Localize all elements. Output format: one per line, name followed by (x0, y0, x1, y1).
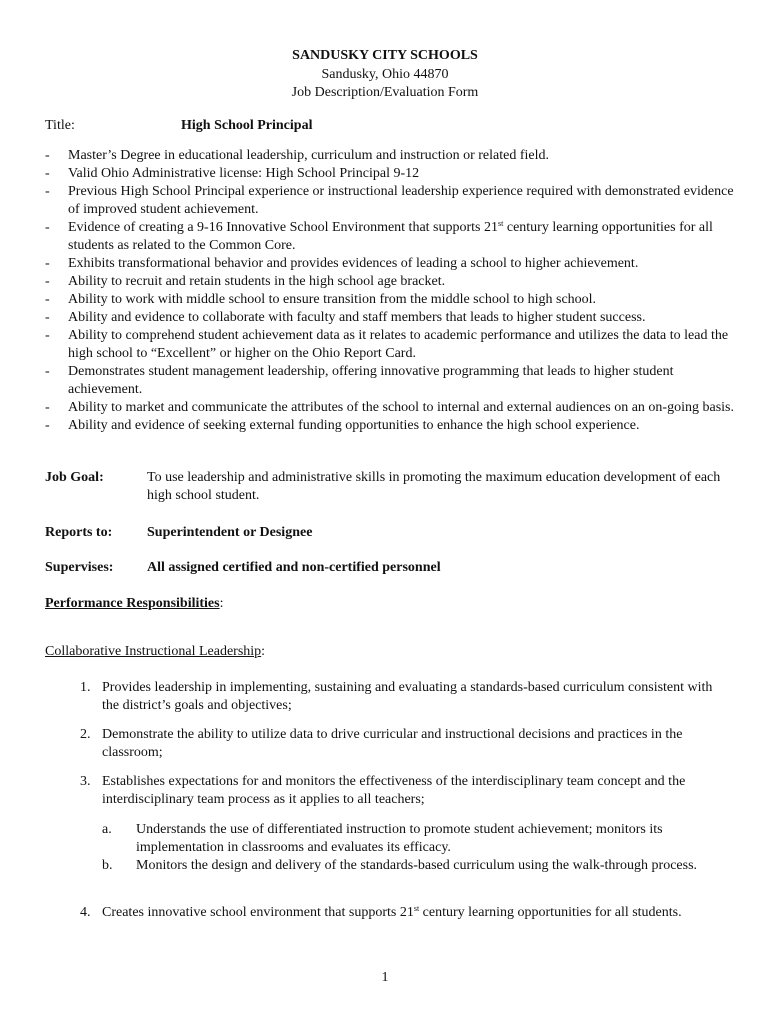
sub-item: b. Monitors the design and delivery of the standards-based curriculum using the walk-through process. (102, 858, 698, 873)
performance-heading: Performance Responsibilities: (45, 596, 224, 611)
job-title: High School Principal (181, 118, 313, 133)
organization-name: SANDUSKY CITY SCHOOLS (292, 48, 478, 63)
qualifications-list (45, 147, 735, 435)
sub-item-list (102, 821, 702, 875)
organization-address: Sandusky, Ohio 44870 (321, 66, 449, 82)
section-heading: Collaborative Instructional Leadership: (45, 644, 266, 659)
qualification-item: - Ability to market and communicate the attributes of the school to internal and external audiences on an on-going basis. (45, 400, 734, 415)
qualification-item: - Demonstrates student management leadership, offering innovative programming that leads to higher student achievement. (45, 364, 674, 397)
responsibility-item: 2. Demonstrate the ability to utilize data to drive curricular and instructional decisions and practices in the classroom; (80, 727, 683, 760)
qualification-item: - Ability to recruit and retain students in the high school age bracket. (45, 274, 446, 289)
responsibility-item: 3. Establishes expectations for and monitors the effectiveness of the interdisciplinary team concept and the interdisciplinary team process as it applies to all teachers; (80, 774, 686, 807)
qualification-item: - Exhibits transformational behavior and provides evidences of leading a school to higher achievement. (45, 256, 639, 271)
qualification-item: - Ability to comprehend student achievement data as it relates to academic performance and utilizes the data to lead the high school to “Excellent” or higher on the Ohio Report Card. (45, 328, 729, 361)
qualification-item: - Ability and evidence of seeking external funding opportunities to enhance the high school experience. (45, 418, 640, 433)
title-label: Title: (45, 118, 75, 133)
reports-to-label: Reports to: (45, 525, 113, 540)
sub-item: a. Understands the use of differentiated instruction to promote student achievement; monitors its implementation in classrooms and evaluates its efficacy. (102, 822, 663, 855)
qualification-item: - Evidence of creating a 9-16 Innovative School Environment that supports 21st century learning opportunities for all students as related to the Common Core. (45, 219, 713, 253)
supervises-label: Supervises: (45, 560, 114, 575)
reports-to-value: Superintendent or Designee (147, 525, 313, 540)
job-goal-text: To use leadership and administrative skills in promoting the maximum education development of each high school student. (147, 470, 721, 503)
responsibility-item: 4. Creates innovative school environment that supports 21st century learning opportunities for all students. (80, 904, 682, 920)
qualification-item: - Master’s Degree in educational leadership, curriculum and instruction or related field. (45, 148, 550, 163)
qualification-item: - Previous High School Principal experience or instructional leadership experience required with demonstrated evidence of improved student achievement. (45, 184, 734, 217)
job-goal-label: Job Goal: (45, 470, 104, 485)
document-header (0, 47, 770, 103)
page-number: 1 (381, 970, 389, 985)
form-title: Job Description/Evaluation Form (291, 85, 479, 100)
qualification-item: - Ability to work with middle school to ensure transition from the middle school to high school. (45, 292, 597, 307)
qualification-item: - Ability and evidence to collaborate with faculty and staff members that leads to higher student success. (45, 310, 646, 325)
supervises-value: All assigned certified and non-certified personnel (147, 560, 441, 575)
responsibility-item: 1. Provides leadership in implementing, sustaining and evaluating a standards-based curriculum consistent with the district’s goals and objectives; (80, 680, 713, 713)
qualification-item: - Valid Ohio Administrative license: High School Principal 9-12 (45, 166, 420, 181)
